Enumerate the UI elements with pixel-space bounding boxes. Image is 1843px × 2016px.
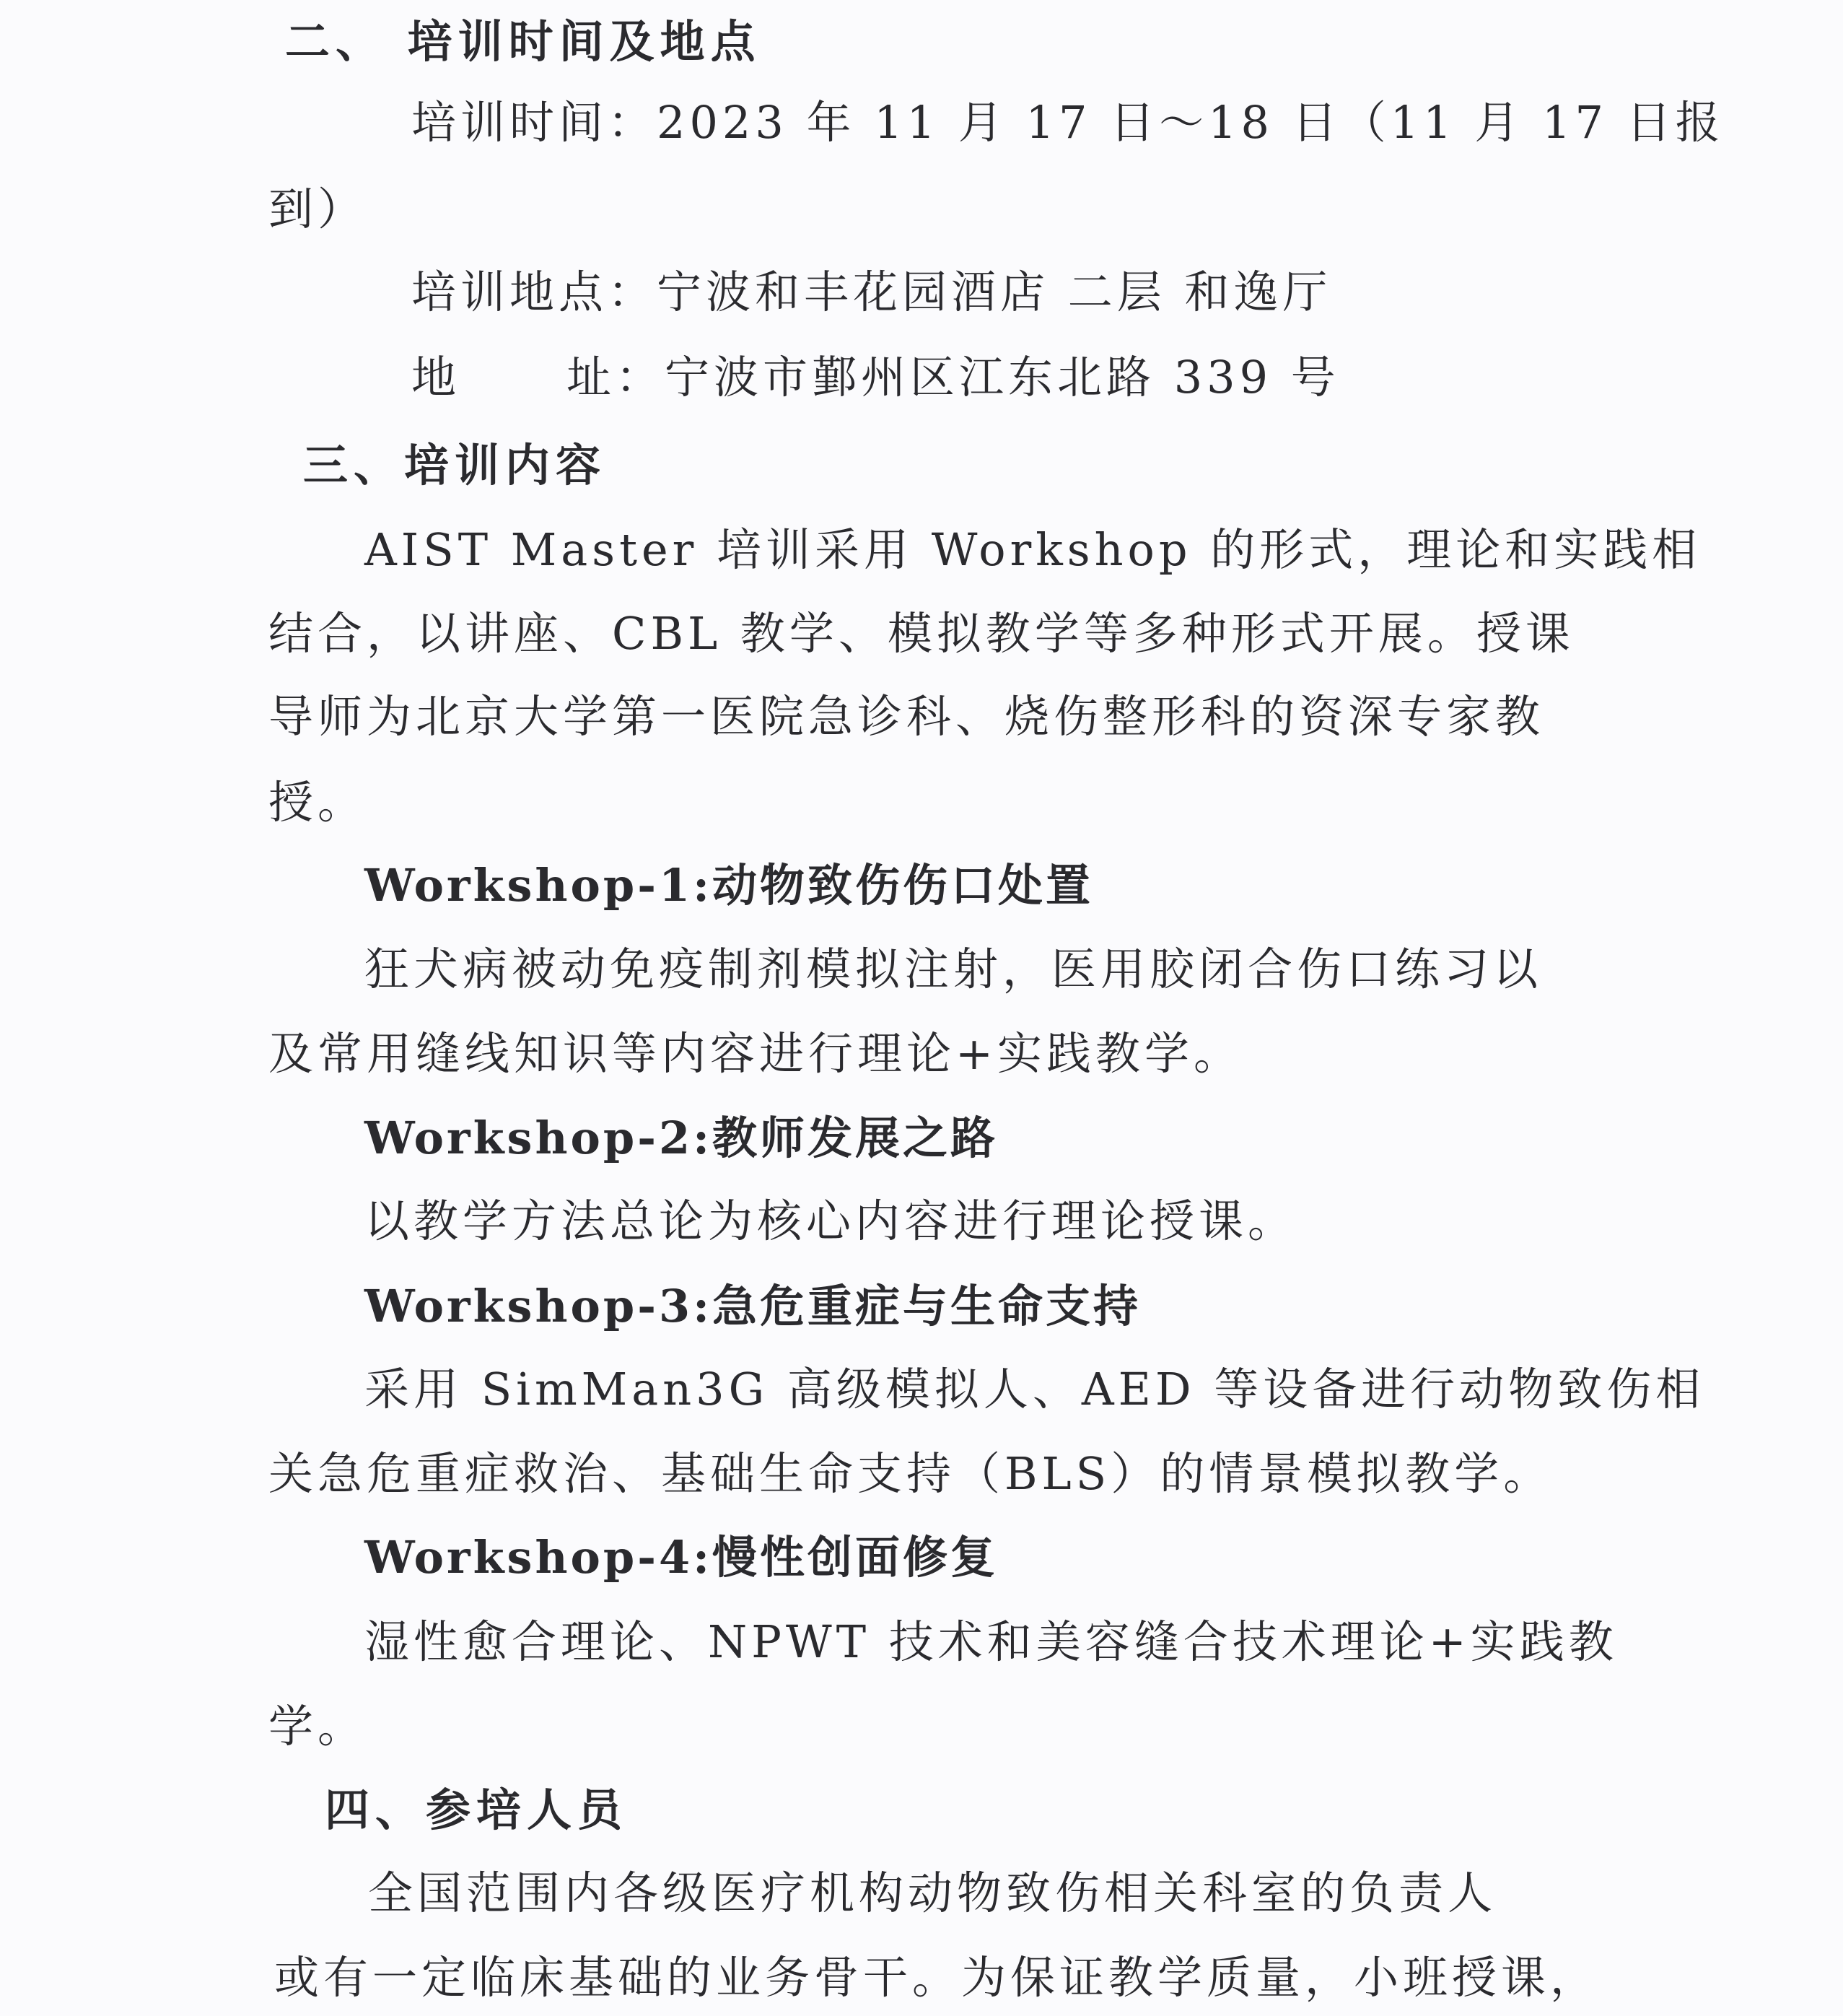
training-time-line-2: 到）: [268, 183, 367, 235]
intro-line-4: 授。: [268, 776, 367, 829]
workshop-1-title: Workshop-1:动物致伤伤口处置: [364, 859, 1093, 912]
workshop-2-desc-line-1: 以教学方法总论为核心内容进行理论授课。: [364, 1195, 1297, 1247]
intro-line-2: 结合，以讲座、CBL 教学、模拟教学等多种形式开展。授课: [268, 607, 1575, 660]
participants-line-2: 或有一定临床基础的业务骨干。为保证教学质量，小班授课，: [274, 1951, 1600, 2004]
workshop-3-desc-line-2: 关急危重症救治、基础生命支持（BLS）的情景模拟教学。: [268, 1447, 1553, 1500]
section-heading-participants: 四、参培人员: [325, 1784, 629, 1836]
training-time-line-1: 培训时间：2023 年 11 月 17 日～18 日（11 月 17 日报: [411, 96, 1725, 149]
workshop-4-desc-line-1: 湿性愈合理论、NPWT 技术和美容缝合技术理论+实践教: [364, 1615, 1618, 1668]
training-address-line: [411, 349, 1340, 406]
workshop-1-desc-line-2: 及常用缝线知识等内容进行理论+实践教学。: [268, 1027, 1243, 1080]
section-heading-training-time-venue: 二、 培训时间及地点: [285, 15, 761, 68]
workshop-2-title: Workshop-2:教师发展之路: [364, 1112, 998, 1164]
workshop-3-desc-line-1: 采用 SimMan3G 高级模拟人、AED 等设备进行动物致伤相: [364, 1363, 1705, 1415]
workshop-4-title: Workshop-4:慢性创面修复: [364, 1531, 998, 1584]
workshop-4-desc-line-2: 学。: [268, 1700, 367, 1753]
workshop-1-desc-line-1: 狂犬病被动免疫制剂模拟注射，医用胶闭合伤口练习以: [364, 943, 1543, 995]
participants-line-1: 全国范围内各级医疗机构动物致伤相关科室的负责人: [368, 1867, 1497, 1919]
intro-line-1: AIST Master 培训采用 Workshop 的形式，理论和实践相: [364, 523, 1702, 576]
address-label-rest: 址：宁波市鄞州区江东北路 339 号: [566, 351, 1340, 403]
intro-line-3: 导师为北京大学第一医院急诊科、烧伤整形科的资深专家教: [268, 690, 1545, 743]
section-heading-training-content: 三、培训内容: [303, 439, 607, 492]
address-label-first-char: 地: [411, 351, 461, 403]
workshop-3-title: Workshop-3:急危重症与生命支持: [364, 1280, 1141, 1332]
training-venue-line: 培训地点：宁波和丰花园酒店 二层 和逸厅: [411, 266, 1332, 318]
